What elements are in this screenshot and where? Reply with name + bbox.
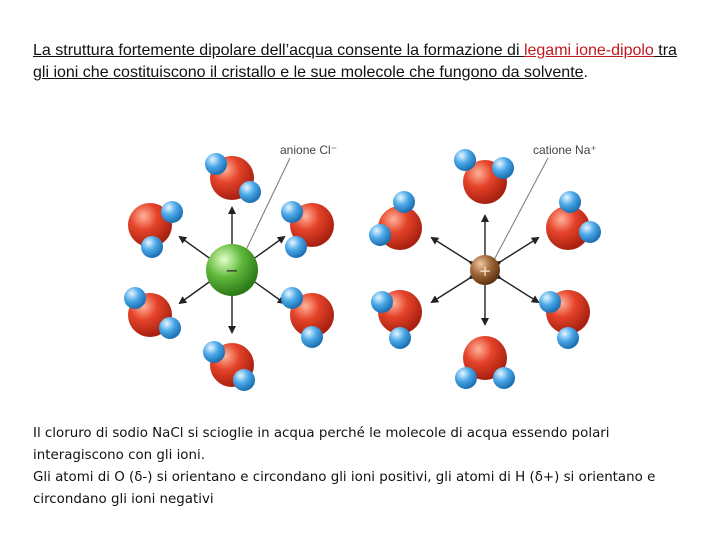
- water-molecule: [371, 290, 422, 349]
- cation-label: catione Na⁺: [533, 143, 597, 157]
- sodium-ion: [470, 255, 500, 285]
- water-molecule: [454, 149, 514, 204]
- water-molecule: [124, 287, 181, 339]
- anion-sign: −: [225, 261, 239, 280]
- intro-highlight: legami ione-dipolo: [523, 42, 654, 59]
- water-molecule: [539, 290, 590, 349]
- intro-text: [33, 40, 683, 84]
- intro-part1: La struttura fortemente dipolare dell’acqua consente la formazione di: [33, 42, 524, 59]
- chloride-ion: [206, 244, 258, 296]
- caption-line-1: Il cloruro di sodio NaCl si scioglie in acqua perché le molecole di acqua essendo polari interagiscono con gli ioni.: [33, 426, 610, 463]
- water-molecule: [455, 336, 515, 389]
- intro-part2: tra gli ioni che costituiscono il cristallo e le sue molecole che fungono da solvente: [33, 42, 677, 81]
- cation-sign: +: [478, 262, 492, 280]
- water-molecule: [205, 153, 261, 203]
- water-molecule: [203, 341, 255, 391]
- water-molecule: [546, 191, 601, 250]
- caption: [33, 423, 683, 511]
- water-molecule: [128, 201, 183, 258]
- water-molecule: [281, 287, 334, 348]
- ion-dipole-diagram: [0, 120, 720, 420]
- water-molecule: [281, 201, 334, 258]
- water-molecule: [369, 191, 422, 250]
- intro-period: .: [583, 64, 588, 81]
- caption-line-2: Gli atomi di O (δ-) si orientano e circondano gli ioni positivi, gli atomi di H (δ+) si orientano e circondano gli ioni negativi: [33, 470, 656, 507]
- anion-label: anione Cl⁻: [280, 143, 338, 157]
